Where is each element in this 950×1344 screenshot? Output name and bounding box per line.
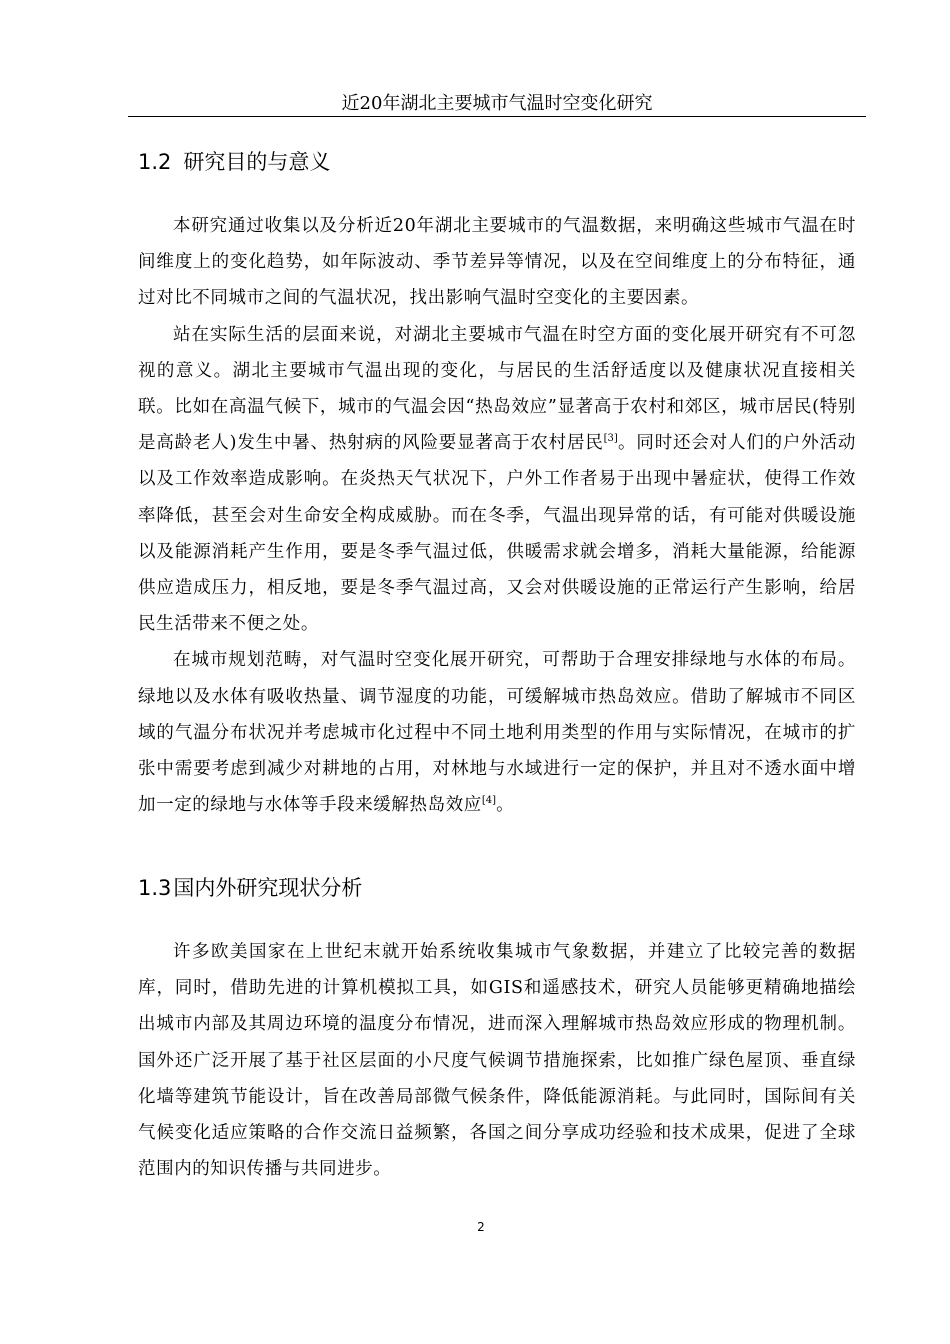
- paragraph-text: 。: [496, 795, 515, 816]
- page-number: 2: [477, 1220, 485, 1234]
- section-number: 1.3: [138, 876, 172, 900]
- running-header: 近20年湖北主要城市气温时空变化研究: [341, 93, 653, 114]
- section-title: 国内外研究现状分析: [173, 876, 363, 900]
- section-heading-1-3: [138, 873, 362, 903]
- paragraph-text: 本研究通过收集以及分析近20年湖北主要城市的气温数据，来明确这些城市气温在时间维度上的变化趋势，如年际波动、季节差异等情况，以及在空间维度上的分布特征，通过对比不同城市之间的气温状况，找出影响气温时空变化的主要因素。: [138, 216, 856, 309]
- section-1-3-body: [138, 934, 856, 1187]
- section-title: 研究目的与意义: [183, 150, 331, 174]
- paragraph: [138, 934, 856, 1187]
- paragraph: [138, 208, 856, 317]
- section-number: 1.2: [138, 150, 172, 174]
- paragraph-text: 在城市规划范畴，对气温时空变化展开研究，可帮助于合理安排绿地与水体的布局。绿地以及水体有吸收热量、调节湿度的功能，可缓解城市热岛效应。借助了解城市不同区域的气温分布状况并考虑城市化过程中不同土地利用类型的作用与实际情况，在城市的扩张中需要考虑到减少对耕地的占用，对林地与水域进行一定的保护，并且对不透水面中增加一定的绿地与水体等手段来缓解热岛效应: [138, 650, 856, 816]
- paragraph-text: 。同时还会对人们的户外活动以及工作效率造成影响。在炎热天气状况下，户外工作者易于出现中暑症状，使得工作效率降低，甚至会对生命安全构成威胁。而在冬季，气温出现异常的话，有可能对供暖设施以及能源消耗产生作用，要是冬季气温过低，供暖需求就会增多，消耗大量能源，给能源供应造成压力，相反地，要是冬季气温过高，又会对供暖设施的正常运行产生影响，给居民生活带来不便之处。: [138, 433, 856, 635]
- citation-marker: [4]: [481, 795, 497, 807]
- section-heading-1-2: [138, 147, 330, 177]
- paragraph: [138, 642, 856, 823]
- citation-marker: [3]: [603, 433, 618, 445]
- section-1-2-body: [138, 208, 856, 823]
- paragraph-text: 许多欧美国家在上世纪末就开始系统收集城市气象数据，并建立了比较完善的数据库，同时，借助先进的计算机模拟工具，如GIS和遥感技术，研究人员能够更精确地描绘出城市内部及其周边环境的温度分布情况，进而深入理解城市热岛效应形成的物理机制。国外还广泛开展了基于社区层面的小尺度气候调节措施探索，比如推广绿色屋顶、垂直绿化墙等建筑节能设计，旨在改善局部微气候条件，降低能源消耗。与此同时，国际间有关气候变化适应策略的合作交流日益频繁，各国之间分享成功经验和技术成果，促进了全球范围内的知识传播与共同进步。: [138, 942, 856, 1180]
- header-rule: [128, 116, 866, 117]
- paragraph-text: 站在实际生活的层面来说，对湖北主要城市气温在时空方面的变化展开研究有不可忽视的意义。湖北主要城市气温出现的变化，与居民的生活舒适度以及健康状况直接相关联。比如在高温气候下，城市的气温会因“热岛效应”显著高于农村和郊区，城市居民(特别是高龄老人)发生中暑、热射病的风险要显著高于农村居民: [138, 324, 856, 454]
- paragraph: [138, 317, 856, 643]
